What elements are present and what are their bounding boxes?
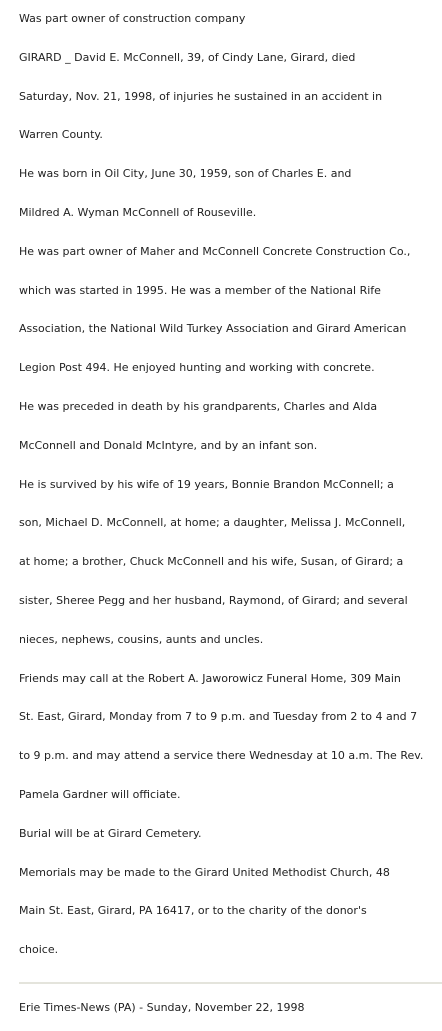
article-line: Friends may call at the Robert A. Jaworowicz Funeral Home, 309 Main [19,671,401,685]
article-line: which was started in 1995. He was a member of the National Rife [19,283,381,297]
article-line: at home; a brother, Chuck McConnell and his wife, Susan, of Girard; a [19,555,404,569]
article-line: to 9 p.m. and may attend a service there Wednesday at 10 a.m. The Rev. [19,749,424,763]
article-line: He was part owner of Maher and McConnell Concrete Construction Co., [19,244,411,258]
article-body [19,12,439,982]
source-citation: Erie Times-News (PA) - Sunday, November 22, 1998 [19,1001,305,1014]
article-line: Mildred A. Wyman McConnell of Rouseville. [19,205,257,219]
article-line: Warren County. [19,128,103,142]
article-line: McConnell and Donald McIntyre, and by an infant son. [19,438,318,452]
footer-divider [19,982,442,984]
article-line: nieces, nephews, cousins, aunts and uncles. [19,632,264,646]
article-line: He was born in Oil City, June 30, 1959, son of Charles E. and [19,167,352,181]
article-line: Burial will be at Girard Cemetery. [19,826,202,840]
article-line: Saturday, Nov. 21, 1998, of injuries he sustained in an accident in [19,89,383,103]
article-line: GIRARD _ David E. McConnell, 39, of Cindy Lane, Girard, died [19,50,356,64]
article-line: sister, Sheree Pegg and her husband, Raymond, of Girard; and several [19,593,408,607]
article-line: Main St. East, Girard, PA 16417, or to the charity of the donor's [19,904,367,918]
article-line: Pamela Gardner will officiate. [19,787,181,801]
article-line: He was preceded in death by his grandparents, Charles and Alda [19,399,378,413]
article-line: Legion Post 494. He enjoyed hunting and working with concrete. [19,361,375,375]
article-line: choice. [19,943,59,957]
article-line: son, Michael D. McConnell, at home; a daughter, Melissa J. McConnell, [19,516,406,530]
article-line: He is survived by his wife of 19 years, Bonnie Brandon McConnell; a [19,477,394,491]
article-line: Association, the National Wild Turkey Association and Girard American [19,322,407,336]
article-headline: Was part owner of construction company [19,12,246,25]
article-line: Memorials may be made to the Girard United Methodist Church, 48 [19,865,390,879]
article-line: St. East, Girard, Monday from 7 to 9 p.m. and Tuesday from 2 to 4 and 7 [19,710,418,724]
